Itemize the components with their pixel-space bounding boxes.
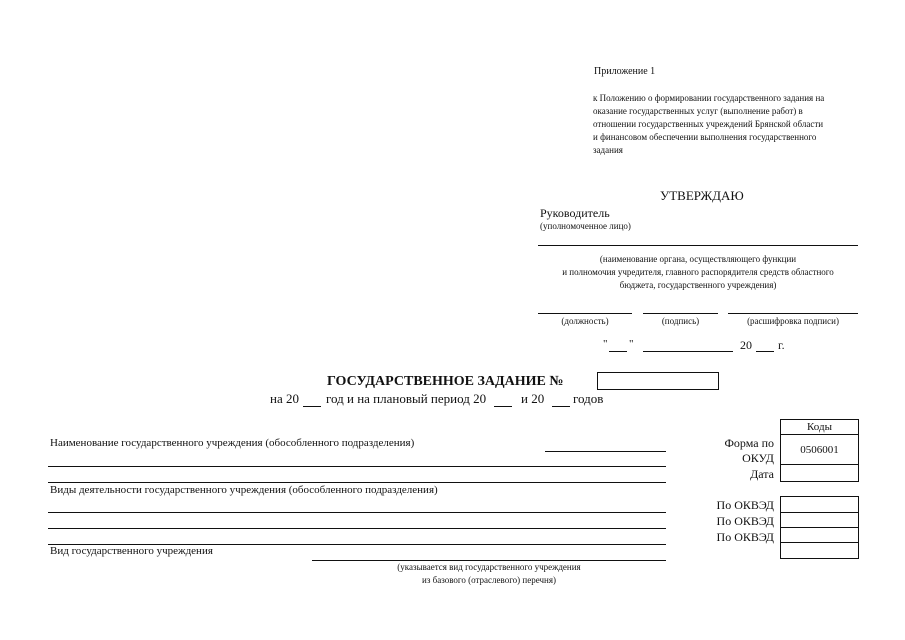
appendix-title: Приложение 1 — [594, 66, 656, 77]
date-quote-close: " — [629, 338, 634, 350]
signature-line — [643, 313, 718, 314]
codes-header: Коды — [780, 419, 859, 435]
year-line — [303, 406, 321, 407]
approve-head-note: (уполномоченное лицо) — [540, 221, 631, 231]
appendix-line: отношении государственных учреждений Брянской области — [593, 119, 824, 129]
institution-type-note: (указывается вид государственного учреждения — [397, 562, 581, 572]
task-number-field[interactable] — [597, 372, 719, 390]
subtitle-part: годов — [573, 391, 604, 406]
subtitle-part: и 20 — [521, 391, 545, 406]
decoding-line — [728, 313, 858, 314]
appendix-line: и финансовом обеспечении выполнения государственного — [593, 132, 817, 142]
institution-type-note: из базового (отраслевого) перечня) — [422, 575, 556, 585]
activity-types-label: Виды деятельности государственного учреждения (обособленного подразделения) — [50, 484, 438, 496]
subtitle-part: на 20 — [270, 391, 299, 406]
institution-name-line[interactable] — [48, 466, 666, 467]
okved-code-cell[interactable] — [780, 496, 859, 513]
okved-code-cell[interactable] — [780, 512, 859, 528]
position-line — [538, 313, 632, 314]
institution-name-label: Наименование государственного учреждения (обособленного подразделения) — [50, 437, 415, 449]
appendix-line: оказание государственных услуг (выполнение работ) в — [593, 106, 803, 116]
date-year-line — [756, 351, 774, 352]
approve-head: Руководитель — [540, 206, 610, 220]
date-month-line — [643, 351, 733, 352]
okud-code-cell: 0506001 — [780, 434, 859, 465]
okved-label: По ОКВЭД — [716, 514, 774, 528]
decoding-label: (расшифровка подписи) — [747, 316, 839, 326]
subtitle-part: год и на плановый период 20 — [326, 391, 487, 406]
date-label: Дата — [750, 467, 774, 481]
signature-label: (подпись) — [661, 316, 700, 326]
date-code-cell[interactable] — [780, 464, 859, 482]
okved-label: По ОКВЭД — [716, 530, 774, 544]
appendix-line: к Положению о формировании государственного задания на — [593, 93, 825, 103]
okved-code-cell[interactable] — [780, 527, 859, 543]
date-quote-open: " — [603, 338, 608, 350]
okud-label: ОКУД — [742, 451, 774, 465]
date-day-line — [609, 351, 627, 352]
approve-org-line — [538, 245, 858, 246]
year-line — [552, 406, 570, 407]
okved-code-cell[interactable] — [780, 542, 859, 559]
appendix-line: задания — [593, 145, 623, 155]
activity-types-line[interactable] — [48, 528, 666, 529]
approve-org-note: бюджета, государственного учреждения) — [619, 280, 777, 290]
institution-name-line[interactable] — [48, 482, 666, 483]
position-label: (должность) — [561, 316, 609, 326]
date-year: 20 — [740, 338, 752, 352]
okved-label: По ОКВЭД — [716, 498, 774, 512]
approve-title: УТВЕРЖДАЮ — [660, 188, 744, 203]
page-title: ГОСУДАРСТВЕННОЕ ЗАДАНИЕ № — [327, 374, 564, 389]
institution-name-line[interactable] — [545, 451, 666, 452]
activity-types-line[interactable] — [48, 512, 666, 513]
okud-label: Форма по — [724, 436, 774, 450]
institution-type-label: Вид государственного учреждения — [50, 545, 213, 557]
year-line — [494, 406, 512, 407]
institution-type-line[interactable] — [312, 560, 666, 561]
date-suffix: г. — [778, 338, 785, 352]
approve-org-note: (наименование органа, осуществляющего функции — [599, 254, 797, 264]
approve-org-note: и полномочия учредителя, главного распорядителя средств областного — [562, 267, 834, 277]
